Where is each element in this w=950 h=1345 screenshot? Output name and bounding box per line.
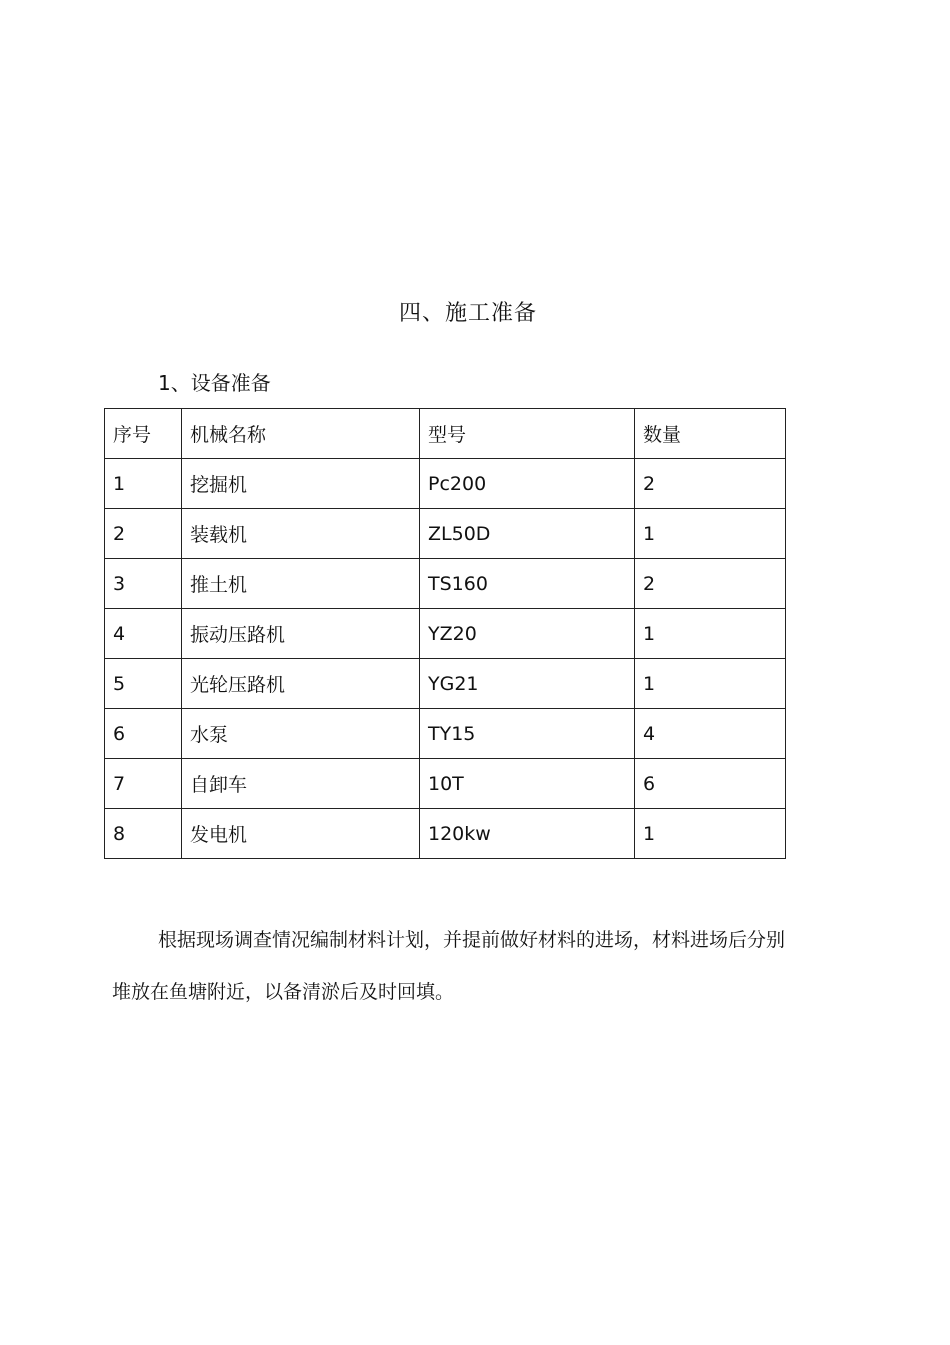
cell-machine-name: 发电机 bbox=[182, 809, 420, 859]
header-serial-number: 序号 bbox=[105, 409, 182, 459]
cell-model: 120kw bbox=[420, 809, 635, 859]
body-paragraph: 根据现场调查情况编制材料计划，并提前做好材料的进场，材料进场后分别堆放在鱼塘附近，以备清淤后及时回填。 bbox=[112, 929, 786, 1003]
cell-machine-name: 装载机 bbox=[182, 509, 420, 559]
cell-model: TS160 bbox=[420, 559, 635, 609]
table-row bbox=[105, 559, 786, 609]
cell-serial-number: 7 bbox=[105, 759, 182, 809]
cell-serial-number: 8 bbox=[105, 809, 182, 859]
cell-model: TY15 bbox=[420, 709, 635, 759]
table-row bbox=[105, 509, 786, 559]
header-quantity: 数量 bbox=[635, 409, 786, 459]
cell-model: 10T bbox=[420, 759, 635, 809]
table-row bbox=[105, 609, 786, 659]
table-row bbox=[105, 659, 786, 709]
header-model: 型号 bbox=[420, 409, 635, 459]
cell-model: YG21 bbox=[420, 659, 635, 709]
cell-quantity: 6 bbox=[635, 759, 786, 809]
table-row bbox=[105, 459, 786, 509]
cell-serial-number: 2 bbox=[105, 509, 182, 559]
table-row bbox=[105, 809, 786, 859]
table-row bbox=[105, 709, 786, 759]
cell-serial-number: 6 bbox=[105, 709, 182, 759]
cell-quantity: 2 bbox=[635, 559, 786, 609]
cell-serial-number: 4 bbox=[105, 609, 182, 659]
cell-serial-number: 3 bbox=[105, 559, 182, 609]
cell-model: YZ20 bbox=[420, 609, 635, 659]
cell-quantity: 2 bbox=[635, 459, 786, 509]
equipment-table bbox=[104, 408, 786, 859]
subsection-title: 1、设备准备 bbox=[158, 371, 271, 395]
section-title: 四、施工准备 bbox=[398, 301, 537, 326]
cell-quantity: 1 bbox=[635, 509, 786, 559]
cell-model: ZL50D bbox=[420, 509, 635, 559]
cell-quantity: 1 bbox=[635, 659, 786, 709]
table-header-row bbox=[105, 409, 786, 459]
cell-quantity: 4 bbox=[635, 709, 786, 759]
cell-quantity: 1 bbox=[635, 809, 786, 859]
cell-machine-name: 水泵 bbox=[182, 709, 420, 759]
cell-model: Pc200 bbox=[420, 459, 635, 509]
cell-machine-name: 光轮压路机 bbox=[182, 659, 420, 709]
cell-machine-name: 自卸车 bbox=[182, 759, 420, 809]
header-machine-name: 机械名称 bbox=[182, 409, 420, 459]
cell-machine-name: 推土机 bbox=[182, 559, 420, 609]
cell-machine-name: 振动压路机 bbox=[182, 609, 420, 659]
table-row bbox=[105, 759, 786, 809]
cell-quantity: 1 bbox=[635, 609, 786, 659]
cell-serial-number: 5 bbox=[105, 659, 182, 709]
cell-serial-number: 1 bbox=[105, 459, 182, 509]
cell-machine-name: 挖掘机 bbox=[182, 459, 420, 509]
